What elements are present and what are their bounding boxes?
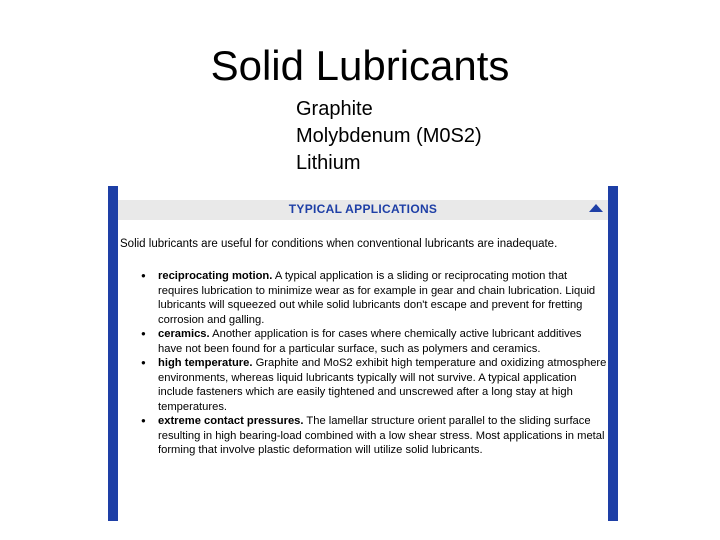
panel-intro: Solid lubricants are useful for conditions when conventional lubricants are inadequate. [120, 238, 558, 250]
application-text: The lamellar structure orient parallel to the sliding surface resulting in high bearing-load combined with a low shear stress. Most applications in metal forming that involve plastic deformation will utilize solid lubricants. [158, 415, 605, 456]
application-item [138, 327, 608, 356]
application-term: ceramics. [158, 328, 210, 340]
application-term: extreme contact pressures. [158, 415, 304, 427]
collapse-up-arrow-icon[interactable] [589, 204, 603, 212]
lubricant-item-molybdenum: Molybdenum (M0S2) [296, 125, 482, 147]
application-text: A typical application is a sliding or reciprocating motion that requires lubrication to minimize wear as for example in gear and chain lubrication. Liquid lubricants will squeezed out while solid lubricants don't escape and prevent for fretting corrosion and galling. [158, 270, 596, 326]
lubricant-item-graphite: Graphite [296, 98, 373, 120]
application-item [138, 269, 608, 327]
lubricant-list [296, 96, 482, 177]
applications-list [138, 269, 608, 458]
panel-left-border [108, 186, 118, 521]
lubricant-item-lithium: Lithium [296, 152, 361, 174]
application-term: high temperature. [158, 357, 253, 369]
panel-header [118, 200, 608, 220]
application-item [138, 414, 608, 458]
application-item [138, 356, 608, 414]
panel-header-title: TYPICAL APPLICATIONS [288, 202, 438, 216]
applications-panel [108, 186, 618, 521]
application-term: reciprocating motion. [158, 270, 273, 282]
panel-right-border [608, 186, 618, 521]
application-text: Graphite and MoS2 exhibit high temperature and oxidizing atmosphere environments, whereas liquid lubricants typically will not survive. A typical application include fasteners which are easily tightened and unscrewed after a long stay at high temperatures. [158, 357, 607, 413]
slide-title: Solid Lubricants [210, 42, 510, 89]
application-text: Another application is for cases where chemically active lubricant additives have not been found for a particular surface, such as polymers and ceramics. [158, 328, 582, 355]
